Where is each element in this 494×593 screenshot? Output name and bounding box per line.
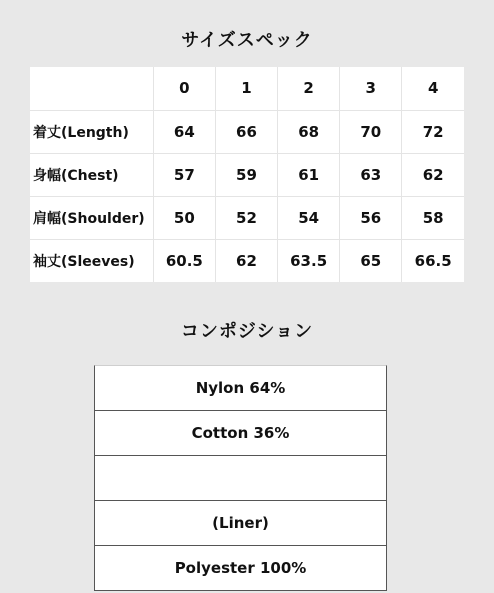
size-cell: 57 [153, 153, 215, 196]
size-cell: 52 [215, 196, 277, 239]
composition-row-empty [95, 456, 386, 501]
composition-title: コンポジション [180, 321, 314, 342]
size-row-sleeves [30, 239, 464, 282]
size-cell: 62 [402, 153, 464, 196]
size-cell: 50 [153, 196, 215, 239]
size-header-corner [30, 67, 153, 110]
size-cell: 66 [215, 110, 277, 153]
size-row-chest [30, 153, 464, 196]
size-header-cell: 3 [340, 67, 402, 110]
row-label: 袖丈(Sleeves) [30, 239, 153, 282]
size-cell: 68 [278, 110, 340, 153]
size-row-length [30, 110, 464, 153]
composition-row-liner: (Liner) [95, 501, 386, 546]
row-label: 身幅(Chest) [30, 153, 153, 196]
row-label: 着丈(Length) [30, 110, 153, 153]
size-cell: 64 [153, 110, 215, 153]
size-row-shoulder [30, 196, 464, 239]
size-header-cell: 4 [402, 67, 464, 110]
size-spec-table [30, 67, 464, 282]
composition-row-polyester: Polyester 100% [174, 559, 307, 577]
size-cell: 63 [340, 153, 402, 196]
composition-row-nylon: Nylon 64% [95, 366, 386, 411]
size-spec-title: サイズスペック [181, 30, 313, 51]
size-cell: 54 [278, 196, 340, 239]
size-cell: 61 [278, 153, 340, 196]
size-cell: 65 [340, 239, 402, 282]
size-header-cell: 1 [215, 67, 277, 110]
size-cell: 66.5 [414, 251, 452, 270]
row-label: 肩幅(Shoulder) [30, 196, 153, 239]
size-header-row [30, 67, 464, 110]
size-cell: 56 [340, 196, 402, 239]
size-cell: 60.5 [153, 239, 215, 282]
composition-table [94, 365, 387, 591]
size-cell: 58 [402, 196, 464, 239]
size-cell: 70 [340, 110, 402, 153]
size-cell: 62 [215, 239, 277, 282]
size-cell: 63.5 [278, 239, 340, 282]
size-cell: 59 [215, 153, 277, 196]
size-cell: 72 [402, 110, 464, 153]
composition-row-cotton: Cotton 36% [95, 411, 386, 456]
size-header-cell: 2 [278, 67, 340, 110]
size-header-cell: 0 [153, 67, 215, 110]
